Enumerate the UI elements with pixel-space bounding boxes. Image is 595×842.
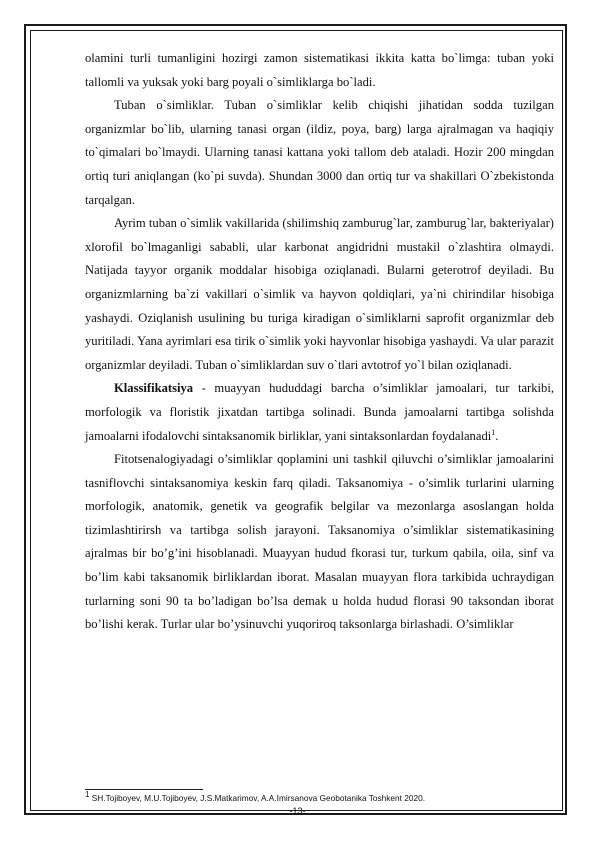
footnote-reference[interactable]: 1 <box>491 427 496 437</box>
page-number: -13- <box>289 806 306 816</box>
paragraph-geterotrof: Ayrim tuban o`simlik vakillarida (shilimshiq zamburug`lar, zamburug`lar, bakteriyalar) xlorofil bo`lmaganligi sababli, ular karbonat angidridni mustakil o`zlashtira olmaydi. Natijada tayyor organik moddalar hisobiga oziqlanadi. Bularni geterotrof deyiladi. Bu organizmlarning ba`zi vakillari o`simlik va hayvon qoldiqlari, ya`ni chirindilar hisobiga yashaydi. Oziqlanish usulining bu turiga kiradigan o`simliklarni saprofit organizmlar deb yuritiladi. Yana ayrimlari esa tirik o`simlik yoki hayvonlar hisobiga yashaydi. Va ular parazit organizmlar deyiladi. Tuban o`simliklardan suv o`tlari avtotrof yo`l bilan oziqlanadi. <box>85 216 554 372</box>
paragraph-klassifikatsiya-tail: . <box>495 428 499 443</box>
footnote-text: SH.Tojiboyev, M.U.Tojiboyev, J.S.Matkarimov, A.A.Imirsanova Geobotanika Toshkent 2020. <box>89 793 426 803</box>
paragraph-continuation: olamini turli tumanligini hozirgi zamon sistematikasi ikkita katta bo`limga: tuban yoki tallomli va yuksak yoki barg poyali o`simliklarga bo`ladi. <box>85 51 554 89</box>
footnote <box>85 790 555 803</box>
page-body <box>85 47 554 637</box>
paragraph-tuban-osimliklar: Tuban o`simliklar. Tuban o`simliklar kelib chiqishi jihatidan sodda tuzilgan organizmlar bo`lib, ularning tanasi organ (ildiz, poya, barg) larga ajralmagan va haqiqiy to`qimalari bo`lmaydi. Ularning tanasi kattana yoki tallom deb ataladi. Hozir 200 mingdan ortiq turi aniqlangan (ko`pi suvda). Shundan 3000 dan ortiq tur va shakillari O`zbekistonda tarqalgan. <box>85 98 554 207</box>
footnote-separator <box>85 789 203 790</box>
paragraph-klassifikatsiya <box>85 377 554 448</box>
footnote-mark: 1 <box>85 790 90 800</box>
term-klassifikatsiya: Klassifikatsiya <box>114 381 194 396</box>
paragraph-taksanomiya: Fitotsenalogiyadagi o’simliklar qoplamini uni tashkil qiluvchi o’simliklar jamoalarini tasniflovchi sintaksanomiya keskin farq qiladi. Taksanomiya - o’simlik turlarini ularning morfologik, anatomik, genetik va geografik belgilar va mezonlarga asoslangan holda tizimlashtirirsh va tartibga solish jarayoni. Taksanomiya o’simliklar sistematikasining ajralmas bir bo’g’ini hisoblanadi. Muayyan hudud fkorasi tur, turkum qabila, oila, sinf va bo’lim kabi taksanomik birliklardan iborat. Masalan muayyan flora tarkibida uchraydigan turlarning soni 90 ta bo’ladigan bo’lsa demak u holda hudud florasi 90 taksondan iborat bo’lishi kerak. Turlar ular bo’ysinuvchi yuqoriroq taksonlarga birlashadi. O’simliklar <box>85 452 554 632</box>
paragraph-klassifikatsiya-text: - muayyan hududdagi barcha o’simliklar jamoalari, tur tarkibi, morfologik va floristik jixatdan tartibga solinadi. Bunda jamoalarni tartibga solishda jamoalarni ifodalovchi sintaksanomik birliklar, yani sintaksonlardan foydalanadi <box>85 381 554 443</box>
